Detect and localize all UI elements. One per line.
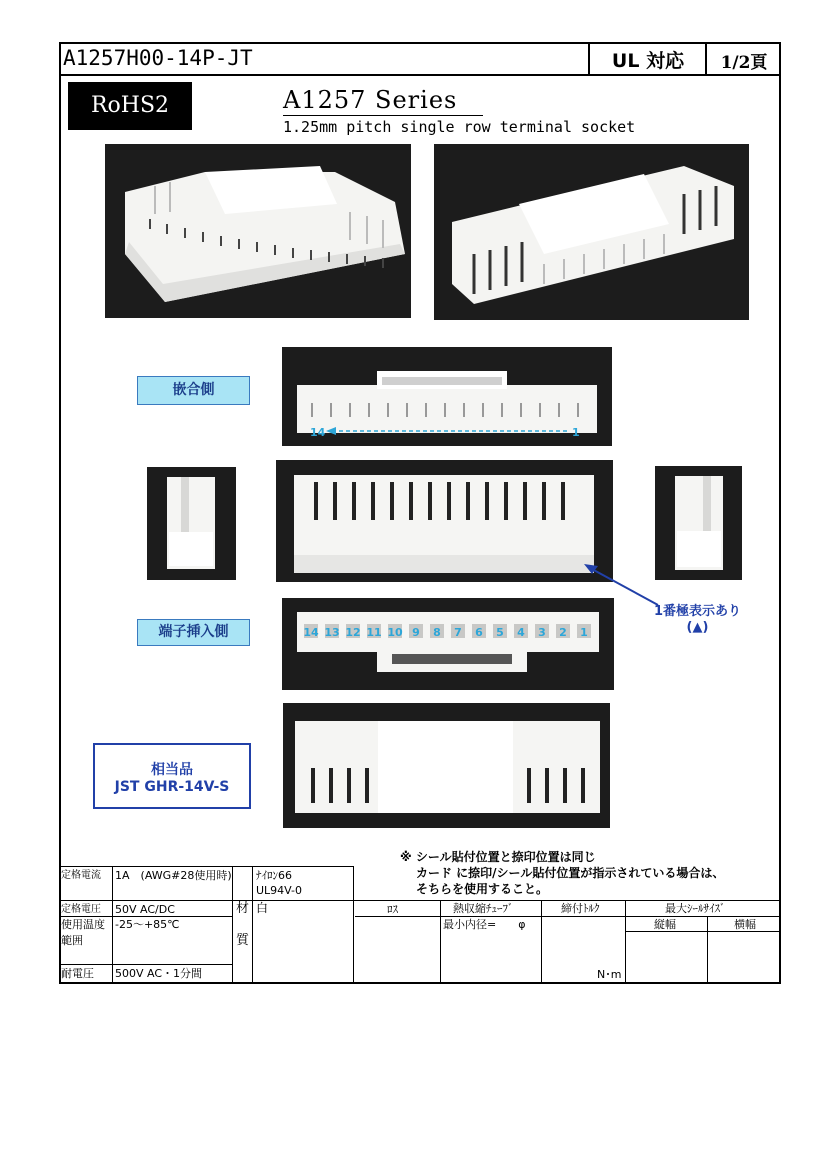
pin1-note-line2: (▲) xyxy=(686,620,709,635)
spec-line xyxy=(59,900,781,901)
pin-start-label: 14 xyxy=(310,426,326,439)
pin-number-label: 5 xyxy=(496,626,504,639)
photo-perspective-rear xyxy=(434,144,749,320)
spec-line xyxy=(353,866,354,982)
ul-label: UL 対応 xyxy=(611,50,685,72)
seal-note-line3: そちらを使用すること。 xyxy=(416,882,549,896)
pin-number-label: 12 xyxy=(345,626,361,639)
pin-number-label: 2 xyxy=(559,626,567,639)
terminal-side-label: 端子挿入側 xyxy=(137,619,250,646)
spec-line xyxy=(59,866,353,867)
pin-number-label: 1 xyxy=(580,626,588,639)
tube-column-header: 熱収縮ﾁｭｰﾌﾞ xyxy=(453,902,514,915)
part-number: A1257H00-14P-JT xyxy=(63,46,253,70)
color-value: 白 xyxy=(256,901,269,915)
spec-line xyxy=(355,916,781,917)
header-separator xyxy=(588,42,590,75)
rated-current-value: 1A (AWG#28使用時) xyxy=(115,869,232,882)
photo-side-main xyxy=(276,460,613,582)
torque-column-header: 締付ﾄﾙｸ xyxy=(561,902,600,915)
series-subtitle: 1.25mm pitch single row terminal socket xyxy=(283,118,636,136)
rated-voltage-value: 50V AC/DC xyxy=(115,903,175,916)
header-separator xyxy=(705,42,707,75)
temp-value: -25～+85℃ xyxy=(115,918,180,931)
pin-number-label: 9 xyxy=(412,626,420,639)
material-label-2: 質 xyxy=(236,933,250,948)
equivalent-product-box xyxy=(93,743,251,809)
pin-number-label: 13 xyxy=(324,626,340,639)
pin-number-label: 7 xyxy=(454,626,462,639)
spec-line xyxy=(232,866,233,982)
pin-number-label: 4 xyxy=(517,626,525,639)
pin-number-label: 8 xyxy=(433,626,441,639)
temp-label-2: 範囲 xyxy=(61,934,83,947)
seal-note xyxy=(400,849,724,897)
pin-end-label: 1 xyxy=(572,426,580,439)
photo-perspective-front xyxy=(105,144,411,318)
spec-line xyxy=(625,931,781,932)
spec-line xyxy=(252,866,253,982)
pin-number-label: 3 xyxy=(538,626,546,639)
torque-unit: N･m xyxy=(597,968,622,981)
equivalent-part: JST GHR-14V-S xyxy=(114,779,230,795)
photo-terminal-side xyxy=(282,598,614,690)
equivalent-title: 相当品 xyxy=(151,762,193,778)
photo-left-side xyxy=(147,467,236,580)
seal-width-header: 横幅 xyxy=(734,918,756,931)
series-underline xyxy=(283,115,483,116)
seal-note-line1: ※ シール貼付位置と捺印位置は同じ xyxy=(400,850,596,864)
photo-mating-side xyxy=(282,347,612,446)
lot-column-header: ﾛｽ xyxy=(387,903,398,916)
pin-number-label: 11 xyxy=(366,626,382,639)
rohs-badge: RoHS2 xyxy=(68,82,192,130)
withstand-label: 耐電圧 xyxy=(61,967,94,980)
spec-line xyxy=(59,916,232,917)
series-title: A1257 Series xyxy=(283,86,458,114)
spec-line xyxy=(112,866,113,982)
rated-current-label: 定格電流 xyxy=(61,870,101,881)
pin-number-label: 10 xyxy=(387,626,403,639)
tube-min-diameter: 最小内径= φ xyxy=(443,918,526,931)
seal-note-line2: カード に捺印/シール貼付位置が指示されている場合は、 xyxy=(416,866,725,880)
material-value-2: UL94V-0 xyxy=(256,884,303,897)
rated-voltage-label: 定格電圧 xyxy=(61,904,101,915)
pin-number-label: 14 xyxy=(303,626,319,639)
spec-line xyxy=(707,916,708,982)
seal-column-header: 最大ｼｰﾙｻｲｽﾞ xyxy=(665,902,726,915)
pin1-note-line1: 1番極表示あり xyxy=(653,604,742,619)
pin1-note xyxy=(645,604,750,636)
spec-line xyxy=(625,900,626,982)
photo-bottom-view xyxy=(283,703,610,828)
temp-label-1: 使用温度 xyxy=(61,918,105,931)
spec-line xyxy=(541,900,542,982)
pin-number-label: 6 xyxy=(475,626,483,639)
header-divider xyxy=(59,74,781,76)
spec-line xyxy=(440,900,441,982)
material-value-1: ﾅｲﾛﾝ66 xyxy=(256,869,292,882)
mating-side-label: 嵌合側 xyxy=(137,376,250,405)
page-label: 1/2頁 xyxy=(720,53,768,73)
withstand-value: 500V AC・1分間 xyxy=(115,967,203,980)
seal-height-header: 縦幅 xyxy=(654,918,676,931)
material-label-1: 材 xyxy=(236,901,250,916)
spec-line xyxy=(59,964,232,965)
